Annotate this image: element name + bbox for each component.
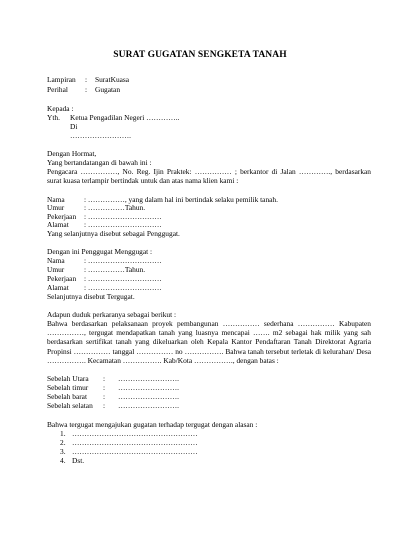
- batas-barat-colon: :: [103, 392, 106, 401]
- alasan-item-text: ……………………………………………: [72, 447, 198, 456]
- lampiran-value: SuratKuasa: [95, 75, 130, 84]
- batas-utara-value: …………………….: [118, 374, 179, 383]
- kepada-line3: …………………….: [70, 131, 131, 140]
- alasan-item-text: Dst.: [72, 456, 85, 465]
- penggugat-closing: Yang selanjutnya disebut sebagai Penggugat.: [47, 229, 180, 238]
- intro-line: Yang bertandatangan di bawah ini :: [47, 158, 152, 167]
- salutation: Dengan Hormat,: [47, 149, 97, 158]
- alasan-item-number: 1.: [60, 429, 66, 438]
- alasan-item-number: 3.: [60, 447, 66, 456]
- batas-barat-value: …………………….: [118, 392, 179, 401]
- batas-utara-label: Sebelah Utara: [47, 374, 89, 383]
- penggugat-umur-label: Umur: [47, 203, 65, 212]
- kepada-yth: Yth.: [47, 113, 60, 122]
- penggugat-pekerjaan-value: : …………………………: [84, 212, 162, 221]
- perkara-paragraph: Bahwa berdasarkan pelaksanaan proyek pembangunan …………… sederhana …………… Kabupaten ……………, tergugat mendapatkan tanah yang luasnya mencapai ……. m2 sebagai hak milik yang sah berdasarkan sertifikat tanah yang dikeluarkan oleh Kepala Kantor Pendaftaran Tanah Direktorat Agraria Propinsi …………… tanggal …………… no ……………. Bahwa tanah tersebut terletak di kelurahan/ Desa ……………. Kecamatan ……………. Kab/Kota ……………., dengan batas :: [47, 319, 371, 365]
- batas-utara-colon: :: [103, 374, 106, 383]
- alasan-item-number: 2.: [60, 438, 66, 447]
- tergugat-pekerjaan-label: Pekerjaan: [47, 274, 77, 283]
- lampiran-colon: :: [85, 75, 88, 84]
- batas-timur-value: …………………….: [118, 383, 179, 392]
- kepada-line1: Ketua Pengadilan Negeri …………..: [70, 113, 180, 122]
- penggugat-umur-value: : ……………Tahun.: [84, 203, 146, 212]
- alasan-item-text: ……………………………………………: [72, 429, 198, 438]
- kepada-line2: Di: [70, 122, 78, 131]
- alasan-item-text: ……………………………………………: [72, 438, 198, 447]
- penggugat-alamat-label: Alamat: [47, 220, 69, 229]
- batas-timur-label: Sebelah timur: [47, 383, 89, 392]
- tergugat-nama-value: : …………………………: [84, 256, 162, 265]
- perihal-colon: :: [85, 85, 88, 94]
- kepada-label: Kepada :: [47, 104, 74, 113]
- tergugat-pekerjaan-value: : …………………………: [84, 274, 162, 283]
- batas-timur-colon: :: [103, 383, 106, 392]
- penggugat-alamat-value: : …………………………: [84, 220, 162, 229]
- pengacara-paragraph: Pengacara ……………, No. Reg. Ijin Praktek: …………… ; berkantor di Jalan …………., berdasarkan surat kuasa terlampir bertindak untuk dan atas nama klien kami :: [47, 167, 371, 186]
- batas-selatan-label: Sebelah selatan: [47, 401, 93, 410]
- penggugat-pekerjaan-label: Pekerjaan: [47, 212, 77, 221]
- perkara-intro: Adapun duduk perkaranya sebagai berikut :: [47, 310, 177, 319]
- alasan-intro: Bahwa tergugat mengajukan gugatan terhadap tergugat dengan alasan :: [47, 420, 258, 429]
- tergugat-nama-label: Nama: [47, 256, 65, 265]
- perihal-label: Perihal: [47, 85, 68, 94]
- penggugat-nama-label: Nama: [47, 195, 65, 204]
- lampiran-label: Lampiran: [47, 75, 76, 84]
- tergugat-alamat-label: Alamat: [47, 283, 69, 292]
- tergugat-closing: Selanjutnya disebut Tergugat.: [47, 292, 135, 301]
- tergugat-alamat-value: : …………………………: [84, 283, 162, 292]
- batas-barat-label: Sebelah barat: [47, 392, 88, 401]
- document-title: SURAT GUGATAN SENGKETA TANAH: [113, 50, 287, 60]
- tergugat-umur-label: Umur: [47, 265, 65, 274]
- penggugat-nama-value: : ……………, yang dalam hal ini bertindak selaku pemilik tanah.: [84, 195, 278, 204]
- tergugat-umur-value: : ……………Tahun.: [84, 265, 146, 274]
- tergugat-intro: Dengan ini Penggugat Menggugat :: [47, 247, 153, 256]
- alasan-item-number: 4.: [60, 456, 66, 465]
- batas-selatan-value: …………………….: [118, 401, 179, 410]
- perihal-value: Gugatan: [95, 85, 121, 94]
- batas-selatan-colon: :: [103, 401, 106, 410]
